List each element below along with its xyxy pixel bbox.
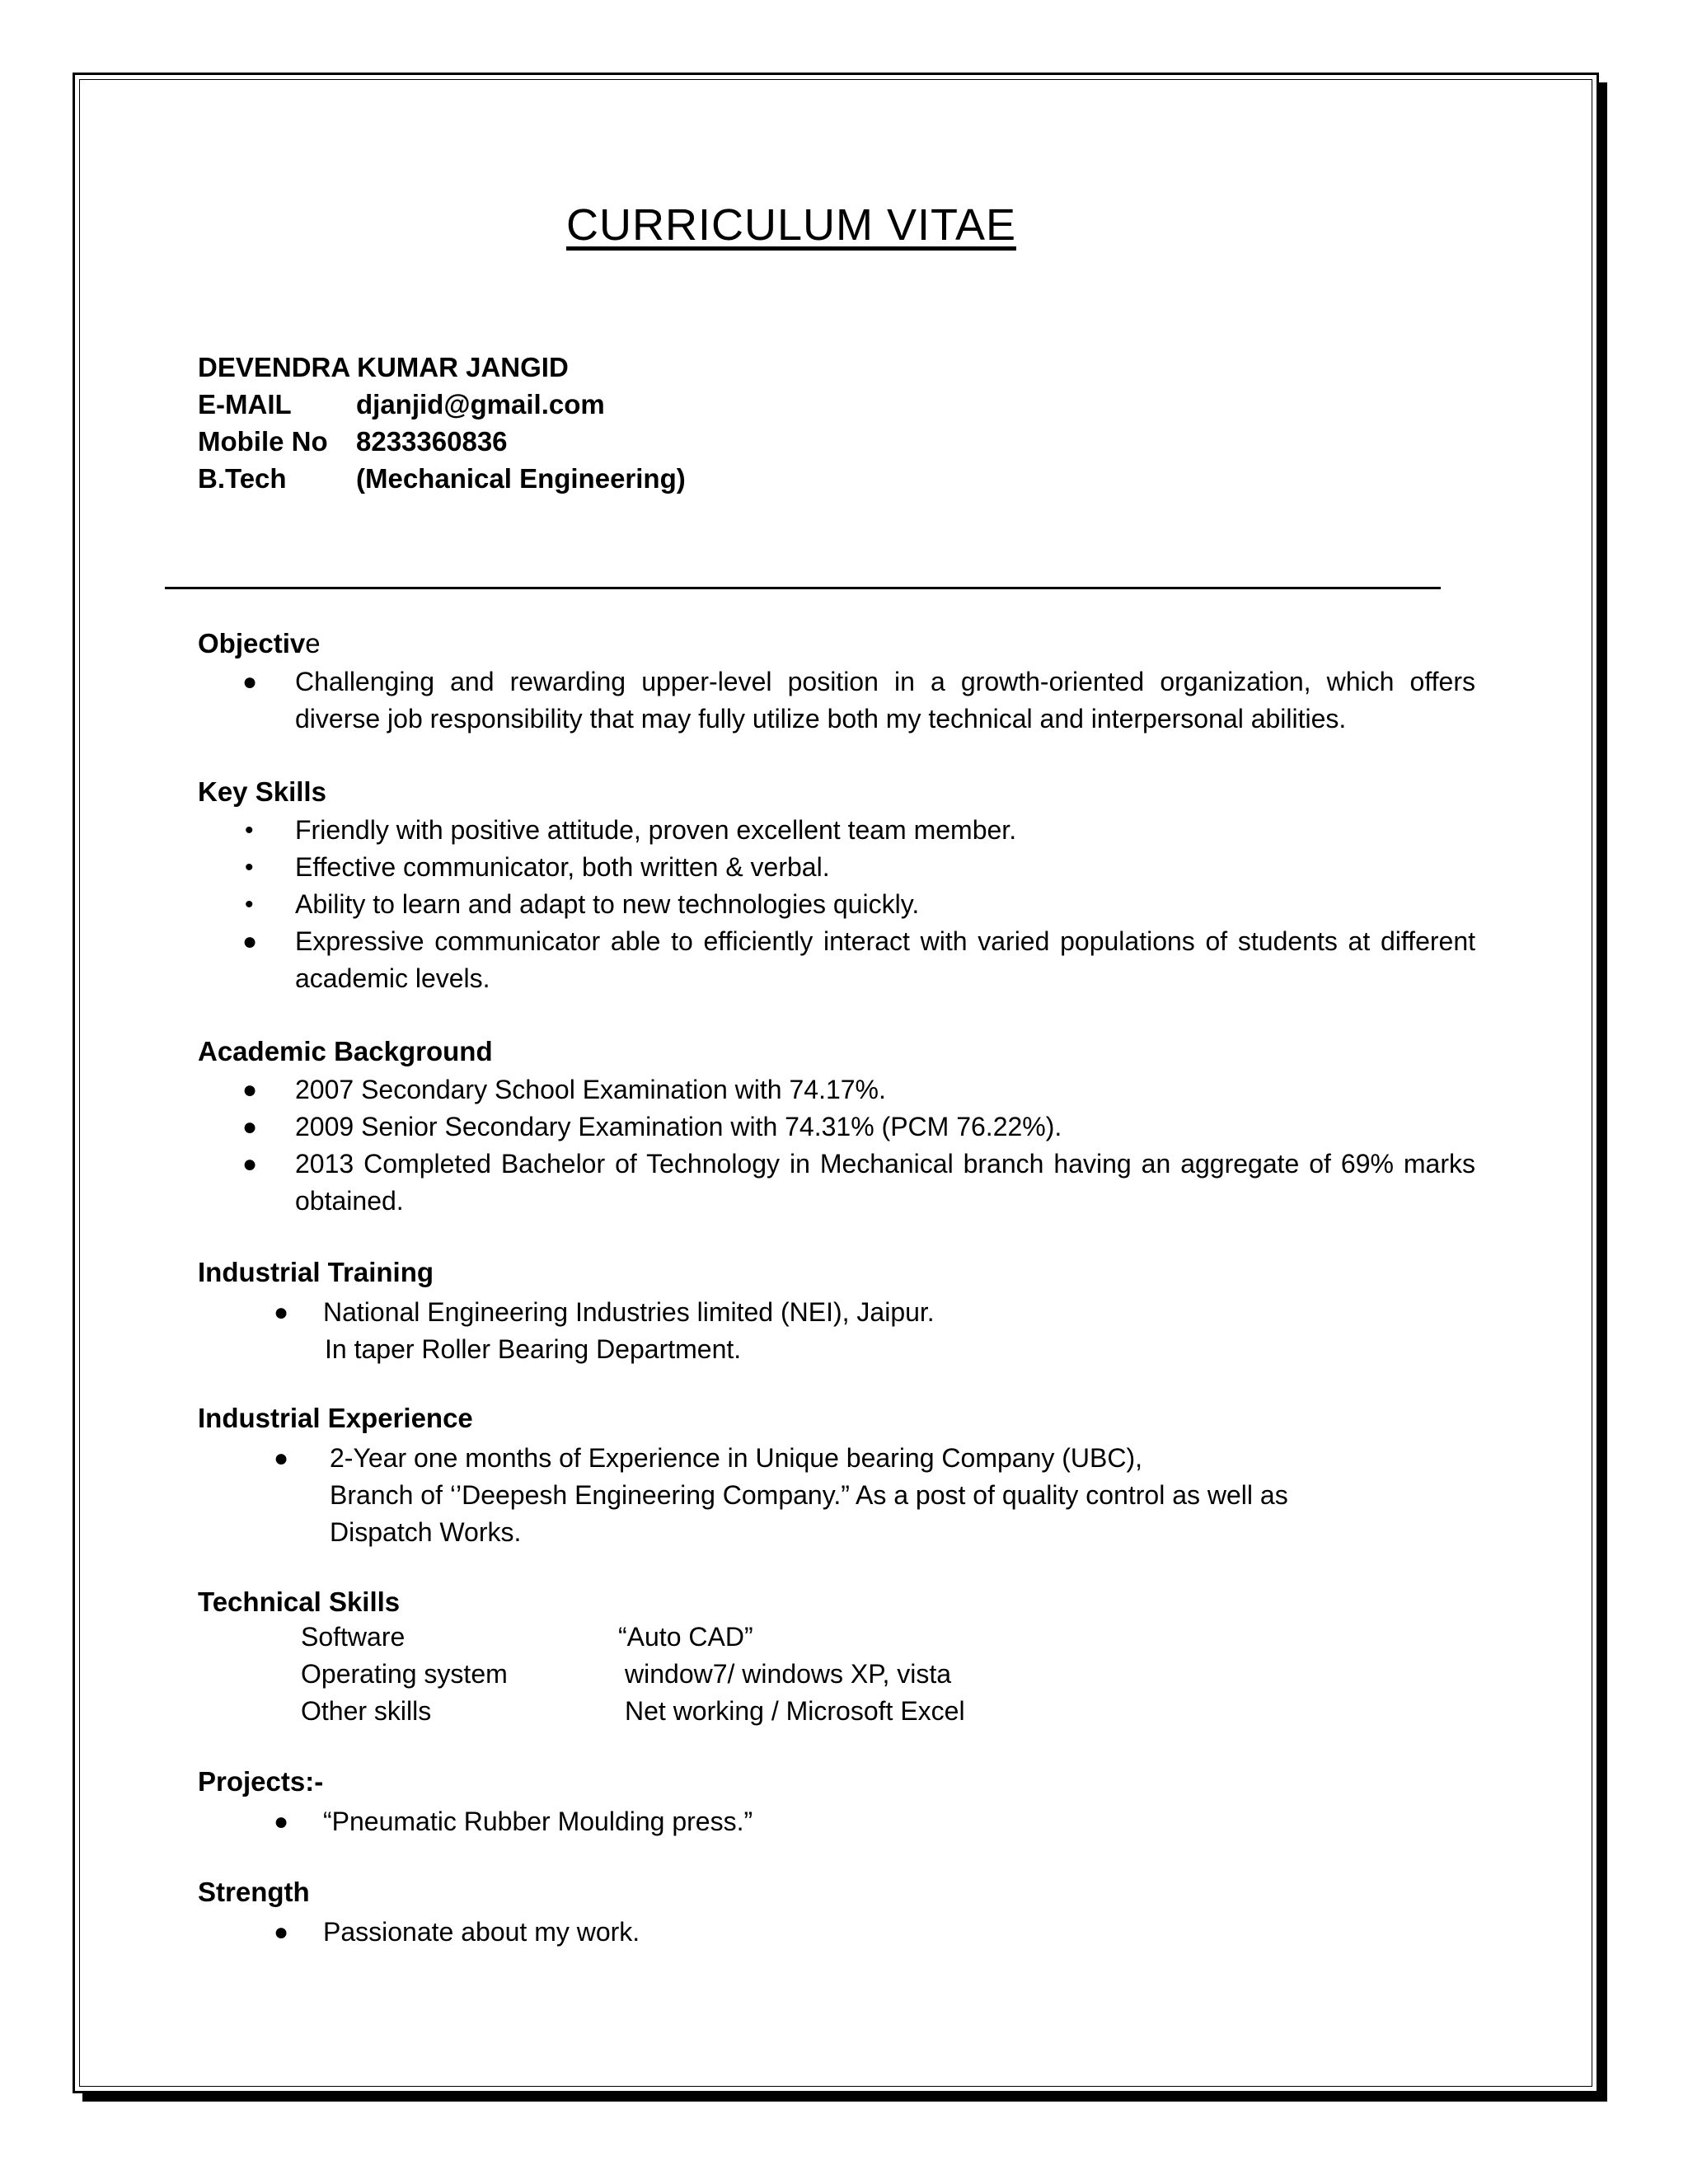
project-item: “Pneumatic Rubber Moulding press.” xyxy=(323,1807,753,1836)
email-row xyxy=(198,389,605,420)
technical-label: Software xyxy=(301,1622,406,1652)
key-skill-bullet: • xyxy=(245,817,254,844)
mobile-row xyxy=(198,426,508,457)
academic-item: 2007 Secondary School Examination with 74.17%. xyxy=(295,1075,886,1104)
experience-bullet: ● xyxy=(274,1445,289,1472)
academic-bullet: ● xyxy=(242,1151,258,1178)
academic-item: 2013 Completed Bachelor of Technology in Mechanical branch having an aggregate of 69% marks obtained. xyxy=(295,1149,1475,1216)
degree-label: B.Tech xyxy=(198,463,287,494)
training-heading: Industrial Training xyxy=(198,1257,434,1287)
experience-heading: Industrial Experience xyxy=(198,1403,473,1433)
experience-line: 2-Year one months of Experience in Unique bearing Company (UBC), xyxy=(330,1443,1143,1473)
key-skill-bullet: • xyxy=(245,891,254,918)
technical-label: Other skills xyxy=(301,1696,432,1726)
key-skill-item: Effective communicator, both written & verbal. xyxy=(295,852,830,882)
key-skill-item: Ability to learn and adapt to new technologies quickly. xyxy=(295,889,920,919)
training-bullet: ● xyxy=(274,1299,289,1326)
technical-value: “Auto CAD” xyxy=(618,1622,753,1652)
training-line: In taper Roller Bearing Department. xyxy=(325,1334,742,1364)
objective-heading-last: e xyxy=(305,628,321,658)
technical-label: Operating system xyxy=(301,1659,508,1689)
technical-heading: Technical Skills xyxy=(198,1586,401,1617)
strength-item: Passionate about my work. xyxy=(323,1917,640,1947)
strength-heading: Strength xyxy=(198,1877,310,1907)
strength-bullet: ● xyxy=(274,1919,289,1946)
academic-item: 2009 Senior Secondary Examination with 74.31% (PCM 76.22%). xyxy=(295,1112,1062,1141)
key-skill-item: Friendly with positive attitude, proven excellent team member. xyxy=(295,815,1017,845)
header-divider xyxy=(165,587,1441,589)
key-skill-item: Expressive communicator able to efficiently interact with varied populations of students at different academic levels. xyxy=(295,926,1475,993)
key-skill-bullet: • xyxy=(245,854,254,881)
email-value: djanjid@gmail.com xyxy=(356,389,605,419)
projects-heading: Projects:- xyxy=(198,1766,324,1797)
objective-bullet: ● xyxy=(242,668,258,696)
key-skill-bullet: ● xyxy=(242,928,258,955)
experience-line: Dispatch Works. xyxy=(330,1517,522,1547)
key-skills-heading: Key Skills xyxy=(198,776,326,807)
technical-value: Net working / Microsoft Excel xyxy=(625,1696,965,1726)
training-line: National Engineering Industries limited (NEI), Jaipur. xyxy=(323,1297,935,1327)
page-shadow-right xyxy=(1599,82,1607,2102)
experience-line: Branch of ‘’Deepesh Engineering Company.” As a post of quality control as well as xyxy=(330,1480,1288,1510)
objective-heading-main: Objectiv xyxy=(198,628,306,658)
objective-heading xyxy=(198,628,321,659)
project-bullet: ● xyxy=(274,1808,289,1835)
mobile-value: 8233360836 xyxy=(356,426,508,457)
document-title: CURRICULUM VITAE xyxy=(565,200,1017,250)
academic-bullet: ● xyxy=(242,1113,258,1141)
degree-value: (Mechanical Engineering) xyxy=(356,463,686,494)
page-shadow-bottom xyxy=(82,2093,1607,2102)
degree-row xyxy=(198,463,686,494)
email-label: E-MAIL xyxy=(198,389,292,419)
objective-item: Challenging and rewarding upper-level position in a growth-oriented organization, which offers diverse job responsibility that may fully utilize both my technical and interpersonal abilities. xyxy=(295,667,1475,733)
technical-value: window7/ windows XP, vista xyxy=(625,1659,952,1689)
academic-bullet: ● xyxy=(242,1076,258,1104)
academic-heading: Academic Background xyxy=(198,1036,493,1066)
candidate-name: DEVENDRA KUMAR JANGID xyxy=(198,352,569,382)
mobile-label: Mobile No xyxy=(198,426,328,457)
